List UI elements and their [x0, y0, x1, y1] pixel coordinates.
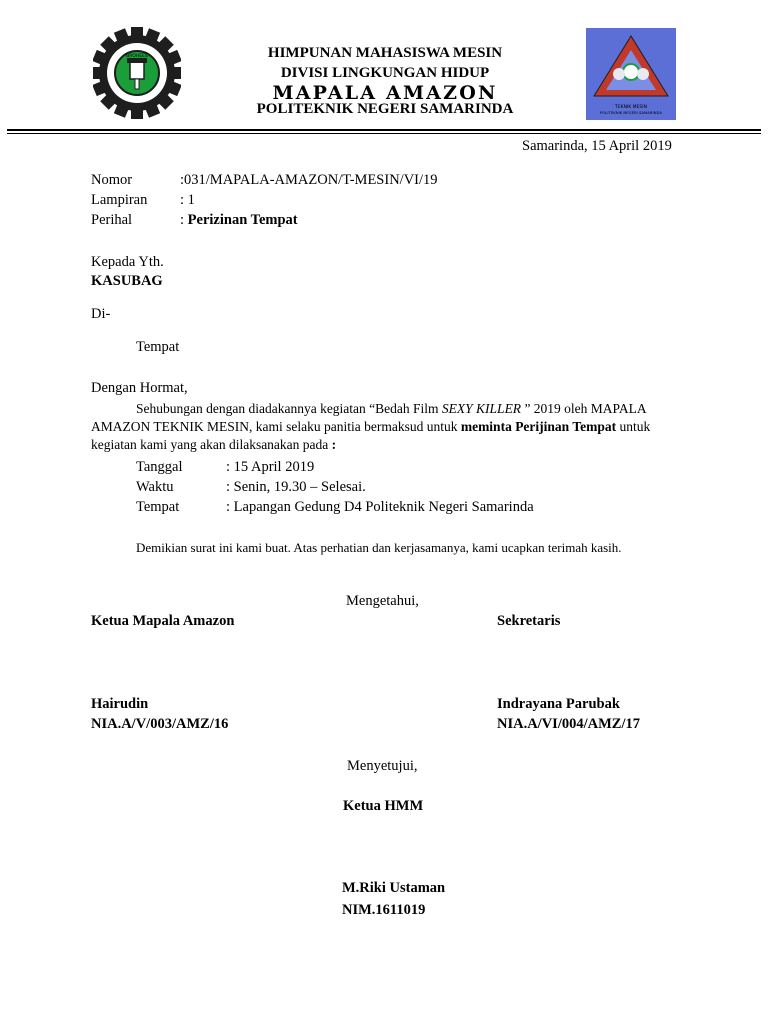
body-line-3-a: kegiatan kami yang akan dilaksanakan pada	[91, 437, 332, 452]
perihal-value: Perizinan Tempat	[187, 212, 298, 228]
detail-tempat-label: Tempat	[136, 499, 180, 515]
letter-date: Samarinda, 15 April 2019	[522, 138, 672, 154]
nomor-value: :031/MAPALA-AMAZON/T-MESIN/VI/19	[180, 172, 438, 188]
right-signer-title: Sekretaris	[497, 613, 561, 629]
lampiran-value: : 1	[180, 192, 195, 208]
center-signer-name: M.Riki Ustaman	[342, 880, 446, 896]
detail-tanggal-value: : 15 April 2019	[226, 459, 315, 475]
detail-tanggal-label: Tanggal	[136, 459, 183, 475]
body-line-1-b: ” 2019 oleh MAPALA	[521, 401, 647, 416]
body-line-1-italic: SEXY KILLER	[441, 401, 522, 416]
detail-waktu-value: : Senin, 19.30 – Selesai.	[226, 479, 366, 495]
org-name-line-2: DIVISI LINGKUNGAN HIDUP	[280, 65, 490, 81]
center-signer-title: Ketua HMM	[343, 798, 424, 814]
header-rule-thin	[7, 133, 761, 134]
org-name-line-3: MAPALA AMAZON	[272, 82, 498, 104]
mapala-emblem-icon	[586, 28, 676, 120]
header-rule-thick	[7, 129, 761, 131]
body-line-1	[136, 400, 647, 418]
logo-right-bottom2-text: POLITEKNIK NEGERI SAMARINDA	[600, 110, 662, 115]
left-signer-id: NIA.A/V/003/AMZ/16	[91, 716, 229, 732]
recipient-line-4: Tempat	[136, 339, 180, 355]
mapala-logo	[586, 28, 676, 120]
body-line-2-a: AMAZON TEKNIK MESIN, kami selaku panitia bermaksud untuk	[91, 419, 461, 434]
org-name-line-1: HIMPUNAN MAHASISWA MESIN	[267, 45, 503, 61]
greeting: Dengan Hormat,	[91, 380, 188, 396]
detail-waktu-label: Waktu	[136, 479, 174, 495]
left-signer-title: Ketua Mapala Amazon	[91, 613, 235, 629]
body-line-2-b: untuk	[616, 419, 651, 434]
recipient-line-2: KASUBAG	[91, 273, 163, 289]
mengetahui-label: Mengetahui,	[346, 593, 419, 609]
body-line-3-bold: :	[331, 437, 337, 452]
right-signer-id: NIA.A/VI/004/AMZ/17	[497, 716, 640, 732]
gear-logo-icon	[93, 27, 181, 119]
menyetujui-label: Menyetujui,	[347, 758, 418, 774]
perihal-colon: :	[180, 212, 188, 228]
logo-left-center-text: BROHEES	[126, 54, 148, 59]
center-signer-id: NIM.1611019	[342, 902, 426, 918]
body-line-2	[91, 418, 650, 436]
org-name-line-4: POLITEKNIK NEGERI SAMARINDA	[256, 101, 514, 117]
recipient-line-1: Kepada Yth.	[91, 254, 164, 270]
recipient-line-3: Di-	[91, 306, 111, 322]
body-line-1-a: Sehubungan dengan diadakannya kegiatan “Bedah Film	[136, 401, 442, 416]
body-line-3	[91, 436, 336, 454]
detail-tempat-value: : Lapangan Gedung D4 Politeknik Negeri Samarinda	[226, 499, 534, 515]
hmm-logo	[93, 27, 181, 119]
closing-text: Demikian surat ini kami buat. Atas perhatian dan kerjasamanya, kami ucapkan terimah kasih.	[136, 540, 622, 555]
logo-right-bottom-text: TEKNIK MESIN	[615, 105, 647, 110]
left-signer-name: Hairudin	[91, 696, 149, 712]
right-signer-name: Indrayana Parubak	[497, 696, 620, 712]
body-line-2-bold: meminta Perijinan Tempat	[460, 419, 617, 434]
lampiran-label: Lampiran	[91, 192, 148, 208]
perihal-row	[180, 212, 298, 229]
nomor-label: Nomor	[91, 172, 133, 188]
perihal-label: Perihal	[91, 212, 133, 228]
